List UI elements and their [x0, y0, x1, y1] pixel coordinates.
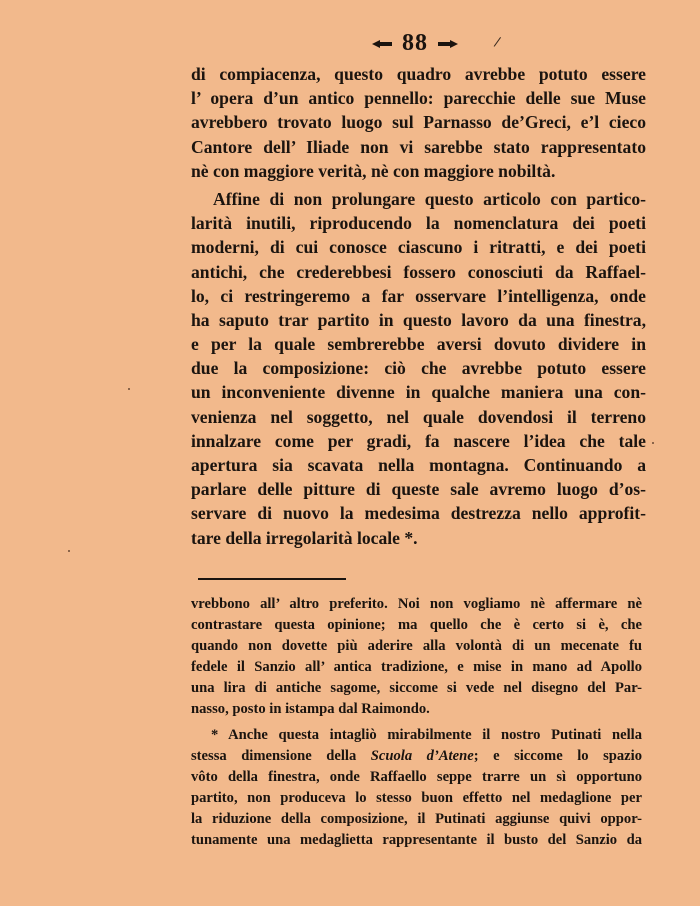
text-line: lo, ci restringeremo a far osservare l’intelligenza, onde	[191, 285, 646, 306]
text-line: parlare delle pitture di queste sale avremo luogo d’os-	[191, 479, 646, 500]
text-line: e per la quale sembrerebbe aversi dovuto dividere in	[191, 334, 646, 355]
text-line: apertura sia scavata nella montagna. Continuando a	[191, 455, 646, 475]
main-text-block	[191, 62, 646, 550]
text-line: avrebbero trovato luogo sul Parnasso de’Greci, e’l cieco	[191, 112, 646, 133]
footnote-line: la riduzione della composizione, il Putinati aggiunse quivi oppor-	[191, 810, 642, 827]
footnote-line: vrebbono all’ altro preferito. Noi non vogliamo nè affermare nè	[191, 596, 642, 612]
text-line: Affine di non prolungare questo articolo con partico-	[213, 188, 646, 209]
footnotes-block	[191, 594, 642, 851]
text-line: tare della irregolarità locale *.	[191, 527, 418, 548]
paper-speck	[68, 550, 70, 552]
footnote-line: contrastare questa opinione; ma quello che è certo si è, che	[191, 617, 642, 634]
work-title: Scuola d’Atene	[370, 747, 474, 764]
footnote-line: una lira di antiche sagome, siccome si vede nel disegno del Par-	[191, 680, 642, 697]
paper-speck	[652, 442, 654, 444]
paper-speck	[128, 388, 130, 390]
footnote-line: nasso, posto in istampa dal Raimondo.	[191, 701, 430, 718]
footnote-line: partito, non produceva lo stesso buon effetto nel medaglione per	[191, 789, 642, 806]
text-line: moderni, di cui conosce ciascuno i ritratti, e dei poeti	[191, 237, 646, 258]
text-line: di compiacenza, questo quadro avrebbe potuto essere	[191, 64, 646, 84]
text-line: l’ opera d’un antico pennello: parecchie delle sue Muse	[191, 88, 646, 109]
footnote-line: quando non dovette più aderire alla volontà di un mecenate fu	[191, 638, 642, 655]
footnote-rule	[198, 578, 346, 580]
text-line: due la composizione: ciò che avrebbe potuto essere	[191, 358, 646, 379]
text-line: venienza nel soggetto, nel quale dovendosi il terreno	[191, 406, 646, 427]
text-line: ha saputo trar partito in questo lavoro da una finestra,	[191, 309, 646, 330]
page-number: 88	[402, 30, 428, 56]
text-line: un inconveniente divenne in qualche maniera una con-	[191, 382, 646, 403]
footnote-line: vôto della finestra, onde Raffaello seppe trarre un sì opportuno	[191, 768, 642, 785]
text-line: Cantore dell’ Iliade non vi sarebbe stato rappresentato	[191, 136, 646, 157]
page-header	[370, 30, 460, 57]
text-line: innalzare come per gradi, fa nascere l’idea che tale	[191, 430, 646, 451]
right-ornament-icon	[434, 38, 460, 50]
footnote-line: tunamente una medaglietta rappresentante il busto del Sanzio da	[191, 832, 642, 849]
footnote-line: stessa dimensione della Scuola d’Atene; e siccome lo spazio	[191, 747, 642, 764]
footnote-line: fedele il Sanzio all’ antica tradizione, e mise in mano ad Apollo	[191, 659, 642, 676]
text-line: nè con maggiore verità, nè con maggiore nobiltà.	[191, 160, 556, 181]
text-line: servare di nuovo la medesima destrezza nello approfit-	[191, 503, 646, 524]
text-line: larità inutili, riproducendo la nomenclatura dei poeti	[191, 213, 646, 234]
left-ornament-icon	[370, 38, 396, 50]
footnote-line: * Anche questa intagliò mirabilmente il nostro Putinati nella	[211, 726, 642, 743]
stray-mark: /	[492, 34, 502, 51]
text-line: antichi, che crederebbesi fossero conosciuti da Raffael-	[191, 261, 646, 282]
